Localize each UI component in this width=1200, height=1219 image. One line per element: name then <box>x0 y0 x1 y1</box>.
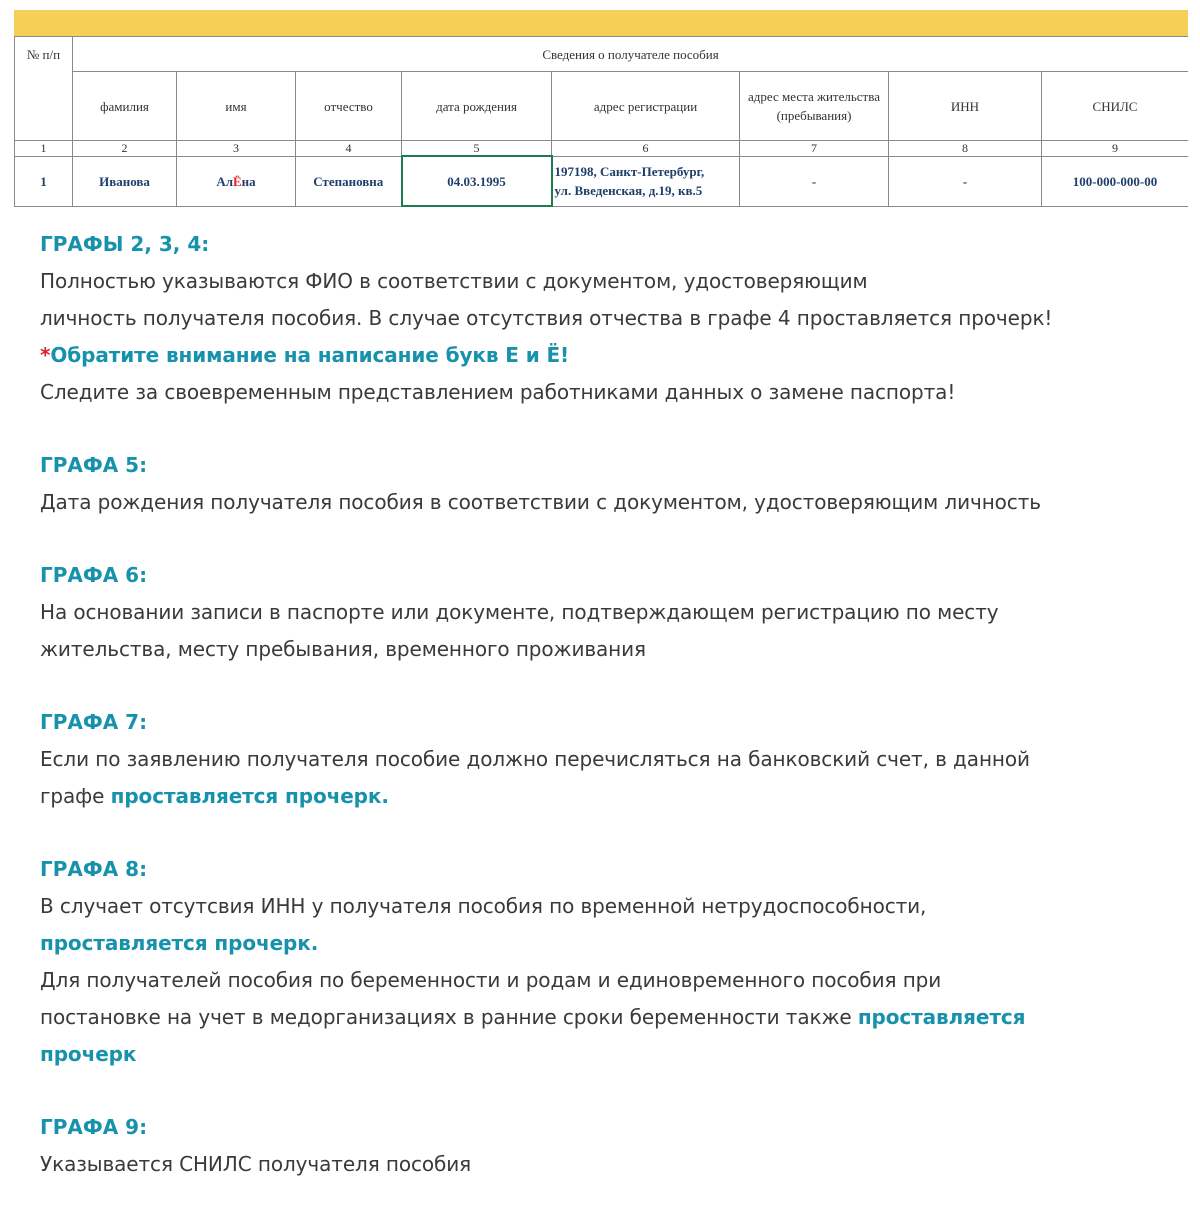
header-birth-date: дата рождения <box>402 72 552 141</box>
cell-inn: - <box>889 156 1042 206</box>
section-title: ГРАФА 9: <box>40 1115 148 1139</box>
column-number: 8 <box>889 141 1042 157</box>
benefit-table-excerpt <box>14 36 1188 212</box>
section-title: ГРАФА 8: <box>40 857 148 881</box>
section-text: Дата рождения получателя пособия в соответствии с документом, удостоверяющим личность <box>40 490 1041 514</box>
cell-registration-address <box>552 156 740 206</box>
header-inn: ИНН <box>889 72 1042 141</box>
name-part2: на <box>241 173 256 189</box>
text-highlight: проставляется прочерк. <box>110 784 389 808</box>
asterisk: * <box>40 343 51 367</box>
column-number: 5 <box>402 141 552 157</box>
header-registration-address: адрес регистрации <box>552 72 740 141</box>
table-row <box>15 156 1189 206</box>
column-number-row <box>15 141 1189 157</box>
header-name: имя <box>177 72 296 141</box>
column-number: 7 <box>740 141 889 157</box>
table-caption: Сведения о получателе пособия <box>73 37 1189 72</box>
cell-surname: Иванова <box>73 156 177 206</box>
text-plain: графе <box>40 784 111 808</box>
section-column-9 <box>40 1109 1190 1183</box>
cell-name <box>177 156 296 206</box>
header-patronymic: отчество <box>296 72 402 141</box>
instructions <box>40 226 1190 1219</box>
text-plain: постановке на учет в медорганизациях в ранние сроки беременности также <box>40 1005 858 1029</box>
section-title: ГРАФА 6: <box>40 563 148 587</box>
section-text <box>40 999 1190 1036</box>
table-caption-row <box>15 37 1189 72</box>
top-yellow-bar <box>14 10 1188 36</box>
section-columns-2-3-4 <box>40 226 1190 411</box>
address-line2: ул. Введенская, д.19, кв.5 <box>554 183 703 198</box>
attention-text: Обратите внимание на написание букв Е и Ё! <box>50 343 570 367</box>
section-text: Для получателей пособия по беременности и родам и единовременного пособия при <box>40 968 942 992</box>
cell-np: 1 <box>15 156 73 206</box>
section-column-8 <box>40 851 1190 1073</box>
name-letter-yo: Ё <box>233 173 242 189</box>
section-column-7 <box>40 704 1190 815</box>
benefit-table <box>14 36 1188 207</box>
cell-residence: - <box>740 156 889 206</box>
cell-patronymic: Степановна <box>296 156 402 206</box>
text-highlight: проставляется <box>857 1005 1026 1029</box>
column-number: 2 <box>73 141 177 157</box>
section-text: На основании записи в паспорте или документе, подтверждающем регистрацию по месту <box>40 600 999 624</box>
section-title: ГРАФЫ 2, 3, 4: <box>40 232 210 256</box>
section-title: ГРАФА 5: <box>40 453 148 477</box>
column-number: 3 <box>177 141 296 157</box>
cell-snils: 100-000-000-00 <box>1042 156 1189 206</box>
column-number: 4 <box>296 141 402 157</box>
text-highlight: проставляется прочерк. <box>40 931 319 955</box>
header-snils: СНИЛС <box>1042 72 1189 141</box>
section-column-5 <box>40 447 1190 521</box>
section-text: личность получателя пособия. В случае отсутствия отчества в графе 4 проставляется прочерк! <box>40 306 1053 330</box>
section-title: ГРАФА 7: <box>40 710 148 734</box>
column-number: 9 <box>1042 141 1189 157</box>
header-np: № п/п <box>15 37 73 141</box>
name-part1: Ал <box>216 173 233 189</box>
section-text: Если по заявлению получателя пособие должно перечисляться на банковский счет, в данной <box>40 747 1030 771</box>
text-highlight: прочерк <box>40 1042 137 1066</box>
header-residence-address: адрес места жительства (пребывания) <box>740 72 889 141</box>
column-number: 1 <box>15 141 73 157</box>
section-text: Полностью указываются ФИО в соответствии с документом, удостоверяющим <box>40 269 868 293</box>
section-text: жительства, месту пребывания, временного проживания <box>40 637 646 661</box>
section-text <box>40 778 1190 815</box>
section-text: Следите за своевременным представлением работниками данных о замене паспорта! <box>40 380 956 404</box>
column-number: 6 <box>552 141 740 157</box>
address-line1: 197198, Санкт-Петербург, <box>554 164 705 179</box>
section-text: В случает отсутсвия ИНН у получателя пособия по временной нетрудоспособности, <box>40 894 927 918</box>
section-column-6 <box>40 557 1190 668</box>
cell-birth-date: 04.03.1995 <box>402 156 552 206</box>
attention-note <box>40 337 1190 374</box>
header-surname: фамилия <box>73 72 177 141</box>
table-header-row <box>15 72 1189 141</box>
section-text: Указывается СНИЛС получателя пособия <box>40 1152 472 1176</box>
